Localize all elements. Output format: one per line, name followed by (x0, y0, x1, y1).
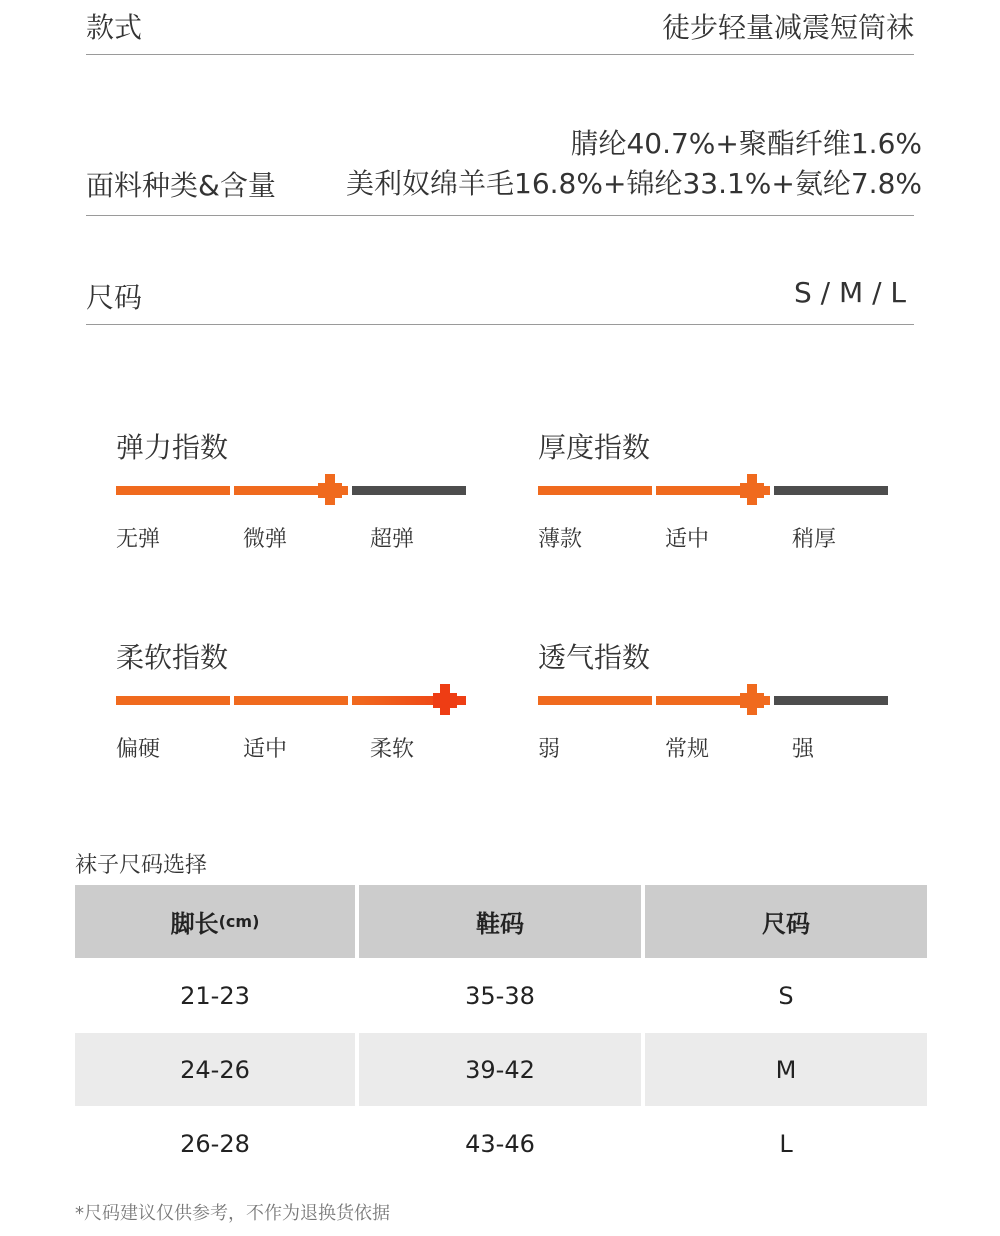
fabric-value (346, 124, 922, 204)
gauge-label-high: 超弹 (370, 527, 415, 552)
size-table (75, 885, 927, 1181)
gauge-marker-crossbar (740, 483, 764, 498)
gauge-bar (538, 696, 888, 705)
gauge-label-high: 稍厚 (792, 527, 837, 552)
spec-row-style (86, 0, 914, 55)
gauge-title: 厚度指数 (538, 431, 651, 464)
fabric-label: 面料种类&含量 (86, 169, 276, 202)
gauge-segment (116, 486, 230, 495)
gauge-thickness (538, 426, 888, 552)
gauge-title: 柔软指数 (116, 641, 229, 674)
cell-size: S (778, 981, 794, 1010)
cell-foot-length: 21-23 (180, 981, 250, 1010)
gauge-label-low: 无弹 (116, 527, 161, 552)
gauge-labels (538, 522, 888, 552)
header-foot-length-label: 脚长 (170, 910, 219, 938)
header-foot-length-unit: (cm) (218, 912, 260, 931)
gauge-breathability (538, 636, 888, 762)
gauge-label-low: 偏硬 (116, 737, 161, 762)
size-table-title: 袜子尺码选择 (75, 853, 208, 878)
cell-size: M (645, 1033, 927, 1106)
header-foot-length (75, 885, 355, 958)
table-row (75, 1107, 927, 1180)
gauge-title: 透气指数 (538, 641, 651, 674)
cell-shoe-size: 39-42 (359, 1033, 641, 1106)
gauge-segment (234, 696, 348, 705)
size-value: S / M / L (794, 276, 906, 309)
cell-foot-length: 26-28 (180, 1129, 250, 1158)
header-size: 尺码 (645, 885, 927, 958)
gauge-label-low: 弱 (538, 737, 561, 762)
gauge-bar (538, 486, 888, 495)
gauge-segment (774, 696, 888, 705)
gauge-marker-crossbar (740, 693, 764, 708)
gauge-elasticity (116, 426, 466, 552)
gauge-label-mid: 微弹 (243, 527, 288, 552)
gauge-segment (352, 486, 466, 495)
fabric-value-line1: 腈纶40.7%+聚酯纤维1.6% (570, 127, 922, 160)
gauge-segment (116, 696, 230, 705)
gauge-segment (538, 486, 652, 495)
header-shoe-size: 鞋码 (359, 885, 641, 958)
style-value: 徒步轻量减震短筒袜 (661, 11, 914, 44)
cell-shoe-size: 35-38 (465, 981, 535, 1010)
fabric-value-line2: 美利奴绵羊毛16.8%+锦纶33.1%+氨纶7.8% (346, 167, 922, 200)
cell-size: L (779, 1129, 793, 1158)
gauge-title: 弹力指数 (116, 431, 229, 464)
gauge-marker-crossbar (318, 483, 342, 498)
gauge-bar (116, 696, 466, 705)
spec-row-size (86, 216, 914, 325)
gauge-marker-crossbar (433, 693, 457, 708)
footnote: *尺码建议仅供参考，不作为退换货依据 (75, 1203, 390, 1224)
gauge-labels (538, 732, 888, 762)
gauge-segment (774, 486, 888, 495)
gauge-label-mid: 适中 (665, 527, 710, 552)
gauge-segment (538, 696, 652, 705)
cell-foot-length: 24-26 (75, 1033, 355, 1106)
size-label: 尺码 (86, 281, 143, 314)
gauge-label-mid: 常规 (665, 737, 710, 762)
style-label: 款式 (86, 11, 143, 44)
gauge-labels (116, 732, 466, 762)
spec-row-fabric (86, 54, 922, 216)
table-row (75, 1033, 927, 1106)
gauge-label-low: 薄款 (538, 527, 583, 552)
gauge-label-mid: 适中 (243, 737, 288, 762)
gauge-softness (116, 636, 466, 762)
gauge-label-high: 强 (792, 737, 815, 762)
gauge-bar (116, 486, 466, 495)
gauge-labels (116, 522, 466, 552)
table-row (75, 959, 927, 1032)
gauge-label-high: 柔软 (370, 737, 415, 762)
cell-shoe-size: 43-46 (465, 1129, 535, 1158)
table-header-row (75, 885, 927, 958)
